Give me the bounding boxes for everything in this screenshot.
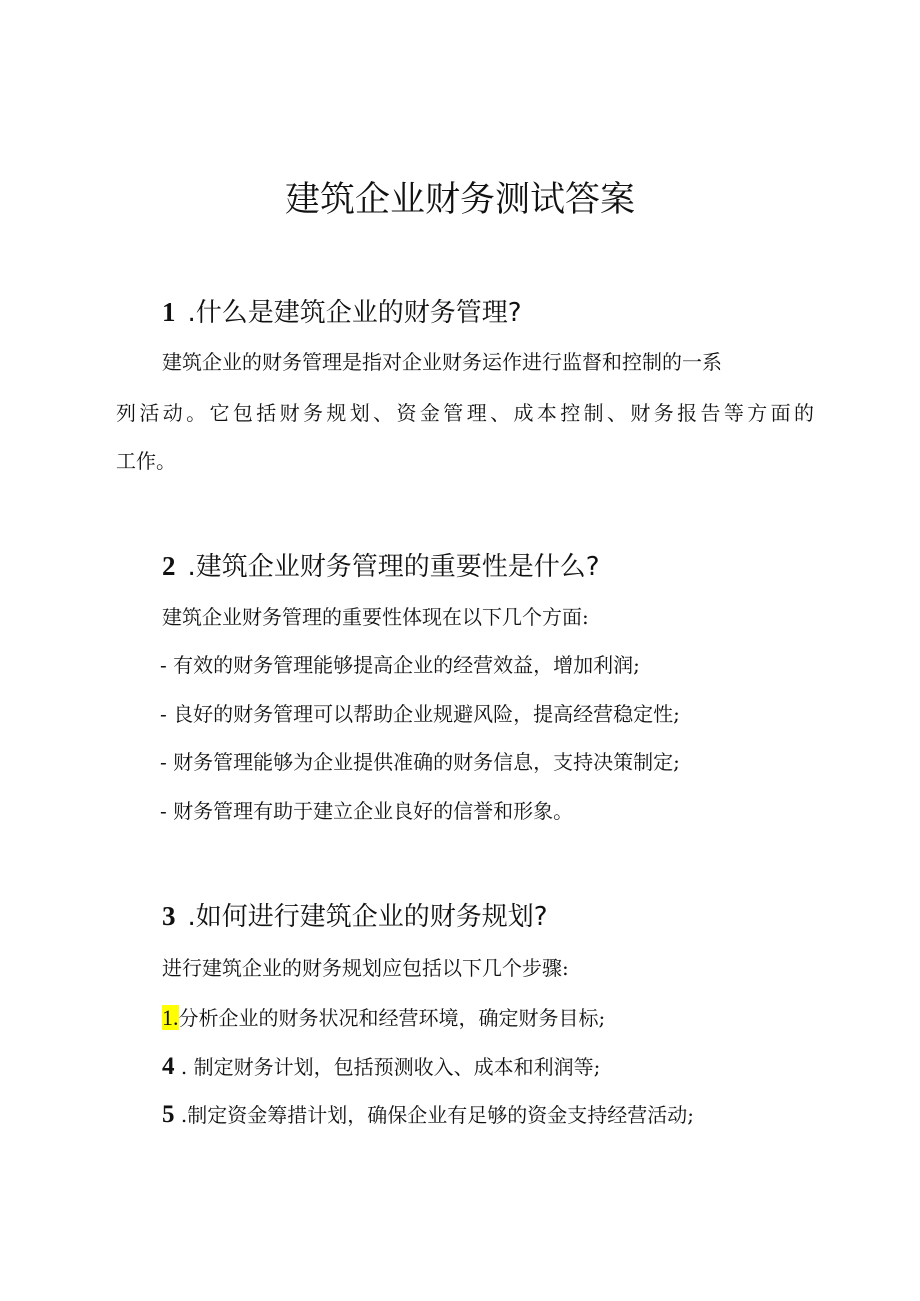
section-2-number: 2	[162, 551, 176, 581]
step-3-number: 5	[162, 1101, 175, 1128]
section-3-number: 3	[162, 901, 176, 931]
section-3-heading	[162, 898, 548, 935]
section-1-title: .什么是建筑企业的财务管理?	[187, 298, 522, 328]
step-1-text: 分析企业的财务状况和经营环境，确定财务目标;	[178, 1006, 606, 1030]
section-1-number: 1	[162, 297, 176, 327]
section-2-title: .建筑企业财务管理的重要性是什么?	[187, 552, 600, 582]
step-2-text: . 制定财务计划，包括预测收入、成本和利润等;	[174, 1055, 601, 1079]
document-title: 建筑企业财务测试答案	[284, 180, 635, 220]
step-2-number: 4	[162, 1053, 175, 1080]
section-3-intro: 进行建筑企业的财务规划应包括以下几个步骤:	[162, 956, 569, 980]
step-1-number: 1.	[162, 1005, 179, 1030]
section-2-intro: 建筑企业财务管理的重要性体现在以下几个方面:	[162, 605, 589, 629]
section-2-bullet-3: - 财务管理能够为企业提供准确的财务信息，支持决策制定;	[160, 750, 680, 774]
section-2-heading	[162, 548, 600, 585]
section-3-step-3	[162, 1089, 694, 1141]
section-3-title: .如何进行建筑企业的财务规划?	[187, 902, 548, 932]
section-3-step-2	[162, 1041, 600, 1093]
section-2-bullet-4: - 财务管理有助于建立企业良好的信誉和形象。	[160, 799, 574, 823]
section-3-step-1	[162, 992, 605, 1044]
section-1-line-2: 列活动。它包括财务规划、资金管理、成本控制、财务报告等方面的	[116, 401, 814, 425]
step-3-text: .制定资金筹措计划，确保企业有足够的资金支持经营活动;	[174, 1103, 694, 1127]
section-1-line-3: 工作。	[116, 449, 176, 473]
section-2-bullet-2: - 良好的财务管理可以帮助企业规避风险，提高经营稳定性;	[160, 702, 680, 726]
section-1-heading	[162, 294, 522, 331]
section-2-bullet-1: - 有效的财务管理能够提高企业的经营效益，增加利润;	[160, 653, 640, 677]
section-1-line-1: 建筑企业的财务管理是指对企业财务运作进行监督和控制的一系	[162, 350, 722, 374]
